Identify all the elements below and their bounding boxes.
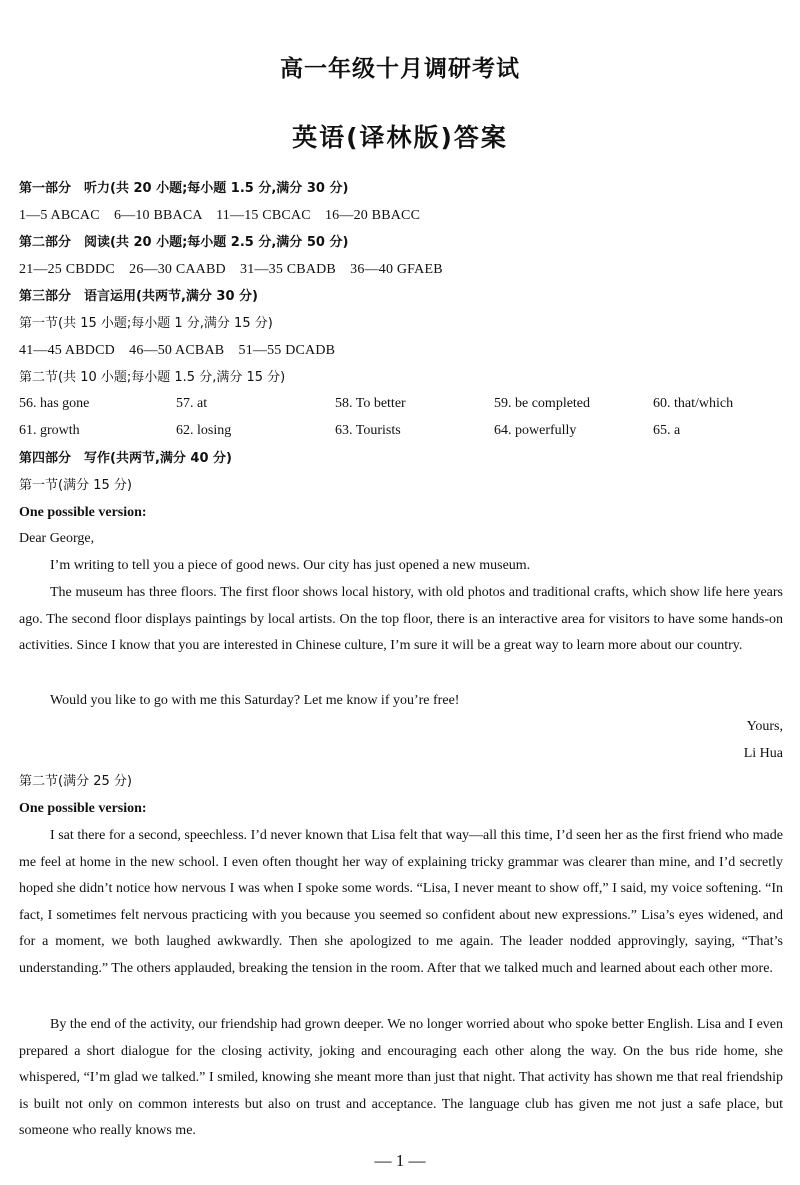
part3-heading: 第三部分 语言运用(共两节,满分 30 分) (19, 289, 258, 304)
part1-heading: 第一部分 听力(共 20 小题;每小题 1.5 分,满分 30 分) (19, 181, 349, 196)
page-number: — 1 — (374, 1151, 426, 1170)
part4-section2-heading: 第二节(满分 25 分) (19, 774, 132, 789)
version-label: One possible version: (19, 505, 147, 520)
part3-section1-heading: 第一节(共 15 小题;每小题 1 分,满分 15 分) (19, 316, 273, 331)
exam-title: 高一年级十月调研考试 (280, 56, 520, 82)
letter-paragraph-2: The museum has three floors. The first floor shows local history, with old photos and traditional crafts, which show life here years ago. The second floor displays paintings by local artists. On the top floor, there is an interactive area for visitors to have some hands-on activities. Since I know that you are interested in Chinese culture, I’m sure it will be a great way to learn more about our country. (19, 585, 783, 653)
part4-heading: 第四部分 写作(共两节,满分 40 分) (19, 451, 232, 466)
answer-item: 63. Tourists (335, 423, 401, 438)
letter-closing: Yours, (746, 719, 783, 734)
answer-item: 57. at (176, 396, 208, 411)
part3-section2-heading: 第二节(共 10 小题;每小题 1.5 分,满分 15 分) (19, 370, 286, 385)
letter-paragraph-3: Would you like to go with me this Saturday? Let me know if you’re free! (50, 693, 460, 708)
part2-heading: 第二部分 阅读(共 20 小题;每小题 2.5 分,满分 50 分) (19, 235, 349, 250)
answer-item: 61. growth (19, 423, 80, 438)
answer-item: 58. To better (335, 396, 406, 411)
answer-item: 64. powerfully (494, 423, 577, 438)
part4-section1-heading: 第一节(满分 15 分) (19, 478, 132, 493)
story-paragraph-1: I sat there for a second, speechless. I’d never known that Lisa felt that way—all this time, I’d seen her as the first friend who made me feel at home in the new school. I even often thought her way of explaining tricky grammar was clearer than mine, and I’d secretly hoped she didn’t notice how nervous I was when I spoke some words. “Lisa, I never meant to show off,” I said, my voice softening. “In fact, I sometimes felt nervous practicing with you because you seemed so confident about new expressions.” Lisa’s eyes widened, and for a moment, we both laughed awkwardly. Then she apologized to me again. The leader nodded approvingly, saying, “That’s understanding.” The others applauded, breaking the tension in the room. After that we talked much and learned about each other more. (19, 828, 783, 976)
answer-item: 60. that/which (653, 396, 734, 411)
letter-salutation: Dear George, (19, 531, 95, 546)
version-label: One possible version: (19, 801, 147, 816)
part3-section1-answers: 41—45 ABDCD 46—50 ACBAB 51—55 DCADB (19, 343, 336, 358)
answer-item: 65. a (653, 423, 681, 438)
part1-answers: 1—5 ABCAC 6—10 BBACA 11—15 CBCAC 16—20 BBACC (19, 208, 421, 223)
letter-signature: Li Hua (743, 746, 783, 761)
answer-item: 62. losing (176, 423, 232, 438)
subject-title: 英语(译林版)答案 (292, 123, 508, 152)
answer-item: 59. be completed (494, 396, 591, 411)
letter-paragraph-1: I’m writing to tell you a piece of good news. Our city has just opened a new museum. (50, 558, 531, 573)
story-paragraph-2: By the end of the activity, our friendship had grown deeper. We no longer worried about who spoke better English. Lisa and I even prepared a short dialogue for the closing activity, joking and encouraging each other along the way. On the bus ride home, she whispered, “I’m glad we talked.” I smiled, knowing she meant more than just that night. That activity has shown me that real friendship is built not only on common interests but also on trust and acceptance. The language club has given me not just a safe place, but someone who really knows me. (19, 1017, 783, 1138)
answer-item: 56. has gone (19, 396, 90, 411)
part2-answers: 21—25 CBDDC 26—30 CAABD 31—35 CBADB 36—40 GFAEB (19, 262, 443, 277)
